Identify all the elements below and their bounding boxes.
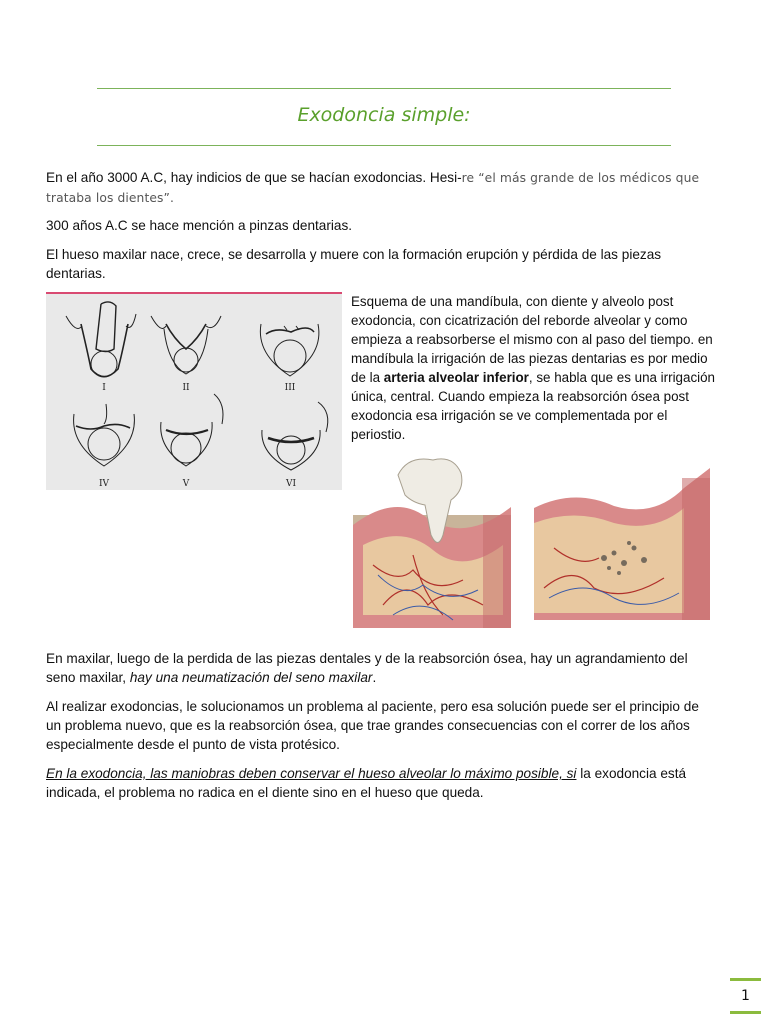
conservar-underlined: En la exodoncia, las maniobras deben conservar el hueso alveolar lo máximo posible, si bbox=[46, 766, 577, 781]
tooth-bone-illustration bbox=[353, 455, 511, 628]
paragraph-hueso-maxilar: El hueso maxilar nace, crece, se desarrolla y muere con la formación erupción y pérdida de las piezas dentarias. bbox=[46, 247, 662, 281]
stage-6-sketch bbox=[262, 402, 328, 470]
paragraph-pinzas: 300 años A.C se hace mención a pinzas dentarias. bbox=[46, 218, 353, 233]
paragraph-reabsorcion: Al realizar exodoncias, le solucionamos un problema al paciente, pero esa solución puede ser el principio de un problema nuevo, que es la reabsorción ósea, que trae grandes consecuencias con el correr de los años especialmente desde el punto de vista protésico. bbox=[46, 699, 699, 752]
healed-bone-illustration bbox=[534, 468, 710, 620]
seno-italic: hay una neumatización del seno maxilar bbox=[129, 670, 373, 685]
mandible-description bbox=[351, 292, 716, 444]
stage-5-sketch bbox=[161, 394, 223, 466]
paragraph-history bbox=[46, 168, 714, 208]
history-quote: re “el más grande de los médicos que trataba los dientes”. bbox=[46, 171, 700, 205]
paragraph-seno-maxilar bbox=[46, 649, 714, 687]
stage-label: III bbox=[284, 383, 296, 393]
stage-2-sketch bbox=[151, 316, 221, 374]
stage-label: II bbox=[182, 383, 190, 393]
conservar-rest: la exodoncia está indicada, el problema no radica en el diente sino en el hueso que queda. bbox=[46, 766, 687, 800]
stage-4-sketch bbox=[74, 404, 135, 466]
paragraph-conservar-hueso bbox=[46, 764, 714, 802]
description-text-end: , se habla que es una irrigación única, central. Cuando empieza la reabsorción ósea post exodoncia esa irrigación se ve complementada por el periostio. bbox=[351, 370, 716, 442]
page-number: 1 bbox=[730, 978, 761, 1014]
page-title: Exodoncia simple: bbox=[297, 104, 471, 126]
title-rule bbox=[97, 145, 671, 146]
mandible-stages-figure bbox=[46, 294, 342, 490]
stage-label: I bbox=[102, 383, 106, 393]
arteria-alveolar-term: arteria alveolar inferior bbox=[383, 370, 529, 385]
stage-1-sketch bbox=[66, 302, 136, 377]
seno-text: En maxilar, luego de la perdida de las piezas dentales y de la reabsorción ósea, hay un agrandamiento del seno maxilar, bbox=[46, 651, 688, 685]
stage-label: IV bbox=[98, 479, 110, 489]
stage-label: V bbox=[182, 479, 190, 489]
history-text: En el año 3000 A.C, hay indicios de que se hacían exodoncias. Hesi- bbox=[46, 170, 462, 185]
top-rule bbox=[97, 88, 671, 89]
description-text: Esquema de una mandíbula, con diente y alveolo post exodoncia, con cicatrización del reborde alveolar y como empieza a reabsorberse el mismo con al paso del tiempo. en mandíbula la irrigación de las piezas dentarias es por medio de la bbox=[351, 294, 713, 385]
stage-label: VI bbox=[285, 479, 297, 489]
mandible-stages-drawing bbox=[46, 294, 342, 490]
seno-end: . bbox=[372, 670, 377, 685]
stage-3-sketch bbox=[260, 324, 319, 376]
